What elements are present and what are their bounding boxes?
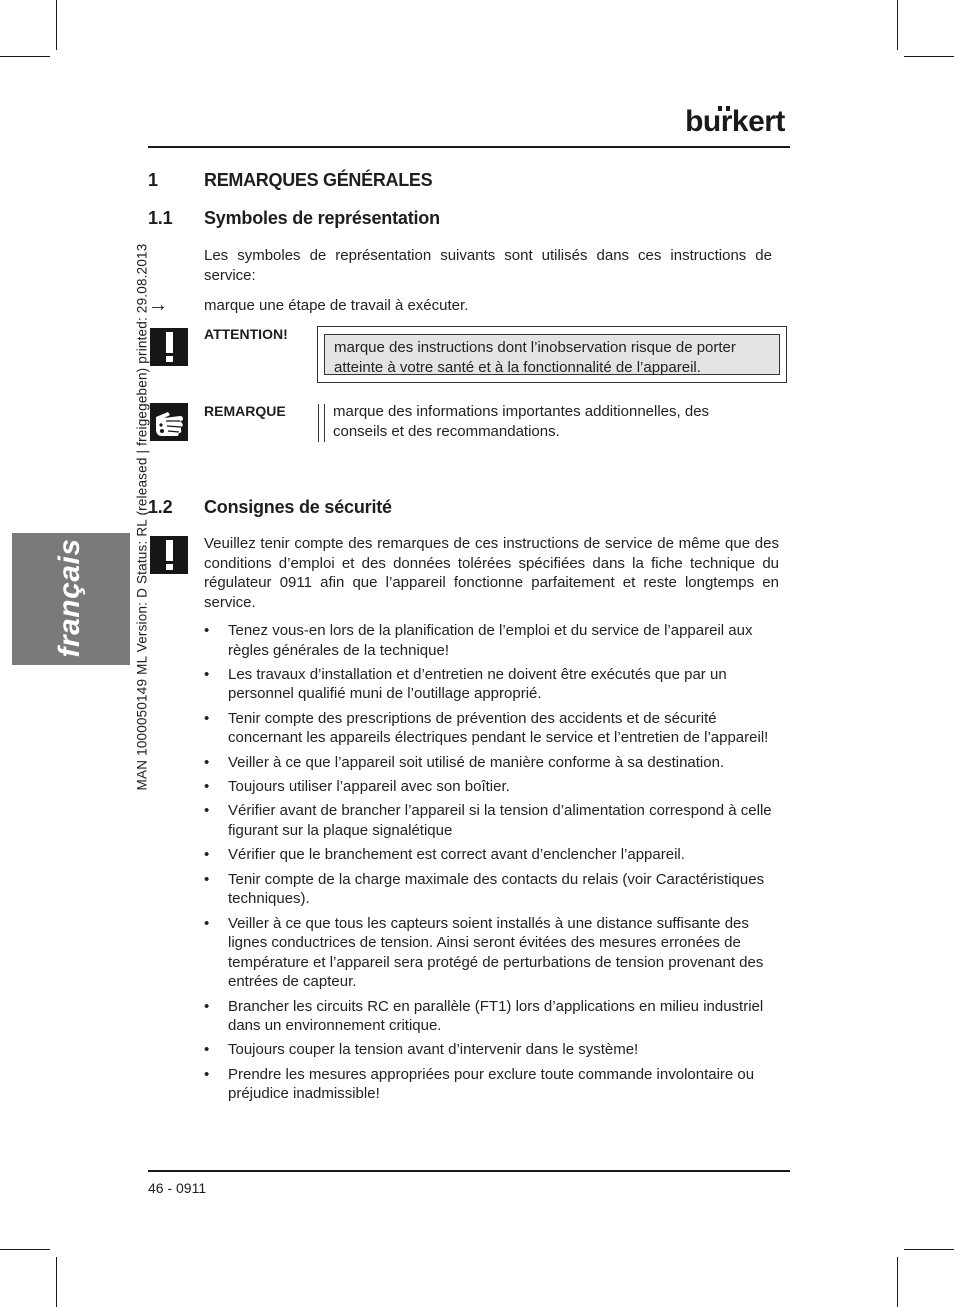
list-item: • Vérifier avant de brancher l’appareil si la tension d’alimentation correspond à celle figurant sur la plaque signalétique <box>204 801 790 840</box>
list-item: • Veiller à ce que l’appareil soit utilisé de manière conforme à sa destination. <box>204 753 790 773</box>
attention-box <box>317 326 787 383</box>
safety-intro: Veuillez tenir compte des remarques de ces instructions de service de même que des conditions d’emploi et des données tolérées spécifiées dans la fiche technique du régulateur 0911 afin que l’appareil fonctionne parfaitement et reste longtemps en service. <box>204 535 779 611</box>
section-1-number: 1 <box>148 170 158 190</box>
document-status-text: MAN 1000050149 ML Version: D Status: RL (released | freigegeben) printed: 29.08.2013 <box>134 243 150 791</box>
remarque-divider <box>324 404 325 442</box>
page-number: 46 - 0911 <box>148 1180 207 1196</box>
symbols-intro: Les symboles de représentation suivants sont utilisés dans ces instructions de service: <box>204 247 772 284</box>
section-1-1-number: 1.1 <box>148 208 173 228</box>
arrow-icon: → <box>148 294 168 316</box>
list-item: • Tenir compte de la charge maximale des contacts du relais (voir Caractéristiques techniques). <box>204 870 790 909</box>
section-1-1-title: Symboles de représentation <box>204 208 440 228</box>
language-side-tab-label: français <box>53 538 86 658</box>
crop-mark <box>56 1257 57 1307</box>
crop-mark <box>897 1257 898 1307</box>
footer-rule <box>148 1170 790 1172</box>
remarque-label: REMARQUE <box>204 403 286 419</box>
warning-icon <box>150 536 188 574</box>
attention-box-inner <box>324 334 780 375</box>
remarque-text: marque des informations importantes additionnelles, des conseils et des recommandations. <box>333 403 710 440</box>
step-text: marque une étape de travail à exécuter. <box>204 297 469 314</box>
crop-mark <box>0 56 50 57</box>
section-1-2-number: 1.2 <box>148 497 173 517</box>
hand-pointer-icon <box>150 403 188 441</box>
remarque-divider <box>318 404 319 442</box>
section-1-2-title: Consignes de sécurité <box>204 497 392 517</box>
crop-mark <box>904 56 954 57</box>
list-item: • Prendre les mesures appropriées pour exclure toute commande involontaire ou préjudice inadmissible! <box>204 1065 790 1104</box>
list-item: • Tenez vous-en lors de la planification de l’emploi et du service de l’appareil aux règles générales de la technique! <box>204 621 790 660</box>
list-item: • Veiller à ce que tous les capteurs soient installés à une distance suffisante des lignes conductrices de tension. Ainsi seront évitées des mesures erronées de température et l’appareil sera protégé de perturbations de tension provenant des entrées de capteur. <box>204 914 790 992</box>
safety-bullet-list <box>204 621 790 1109</box>
list-item: • Les travaux d’installation et d’entretien ne doivent être exécutés que par un personnel qualifié muni de l’outillage approprié. <box>204 665 790 704</box>
list-item: • Tenir compte des prescriptions de prévention des accidents et de sécurité concernant les appareils électriques pendant le service et l’entretien de l’appareil! <box>204 709 790 748</box>
crop-mark <box>904 1249 954 1250</box>
logo-text: burkert <box>685 105 785 138</box>
attention-text: marque des instructions dont l’inobservation risque de porter atteinte à votre santé et à la fonctionnalité de l’appareil. <box>334 339 736 376</box>
list-item: • Toujours utiliser l’appareil avec son boîtier. <box>204 777 790 797</box>
list-item: • Toujours couper la tension avant d’intervenir dans le système! <box>204 1040 790 1060</box>
crop-mark <box>0 1249 50 1250</box>
list-item: • Brancher les circuits RC en parallèle (FT1) lors d’applications en milieu industriel dans un environnement critique. <box>204 997 790 1036</box>
crop-mark <box>897 0 898 50</box>
section-1-title: REMARQUES GÉNÉRALES <box>204 170 433 190</box>
attention-label: ATTENTION! <box>204 326 288 342</box>
burkert-logo <box>680 106 790 138</box>
list-item: • Vérifier que le branchement est correct avant d’enclencher l’appareil. <box>204 845 790 865</box>
header-rule <box>148 146 790 148</box>
warning-icon <box>150 328 188 366</box>
crop-mark <box>56 0 57 50</box>
